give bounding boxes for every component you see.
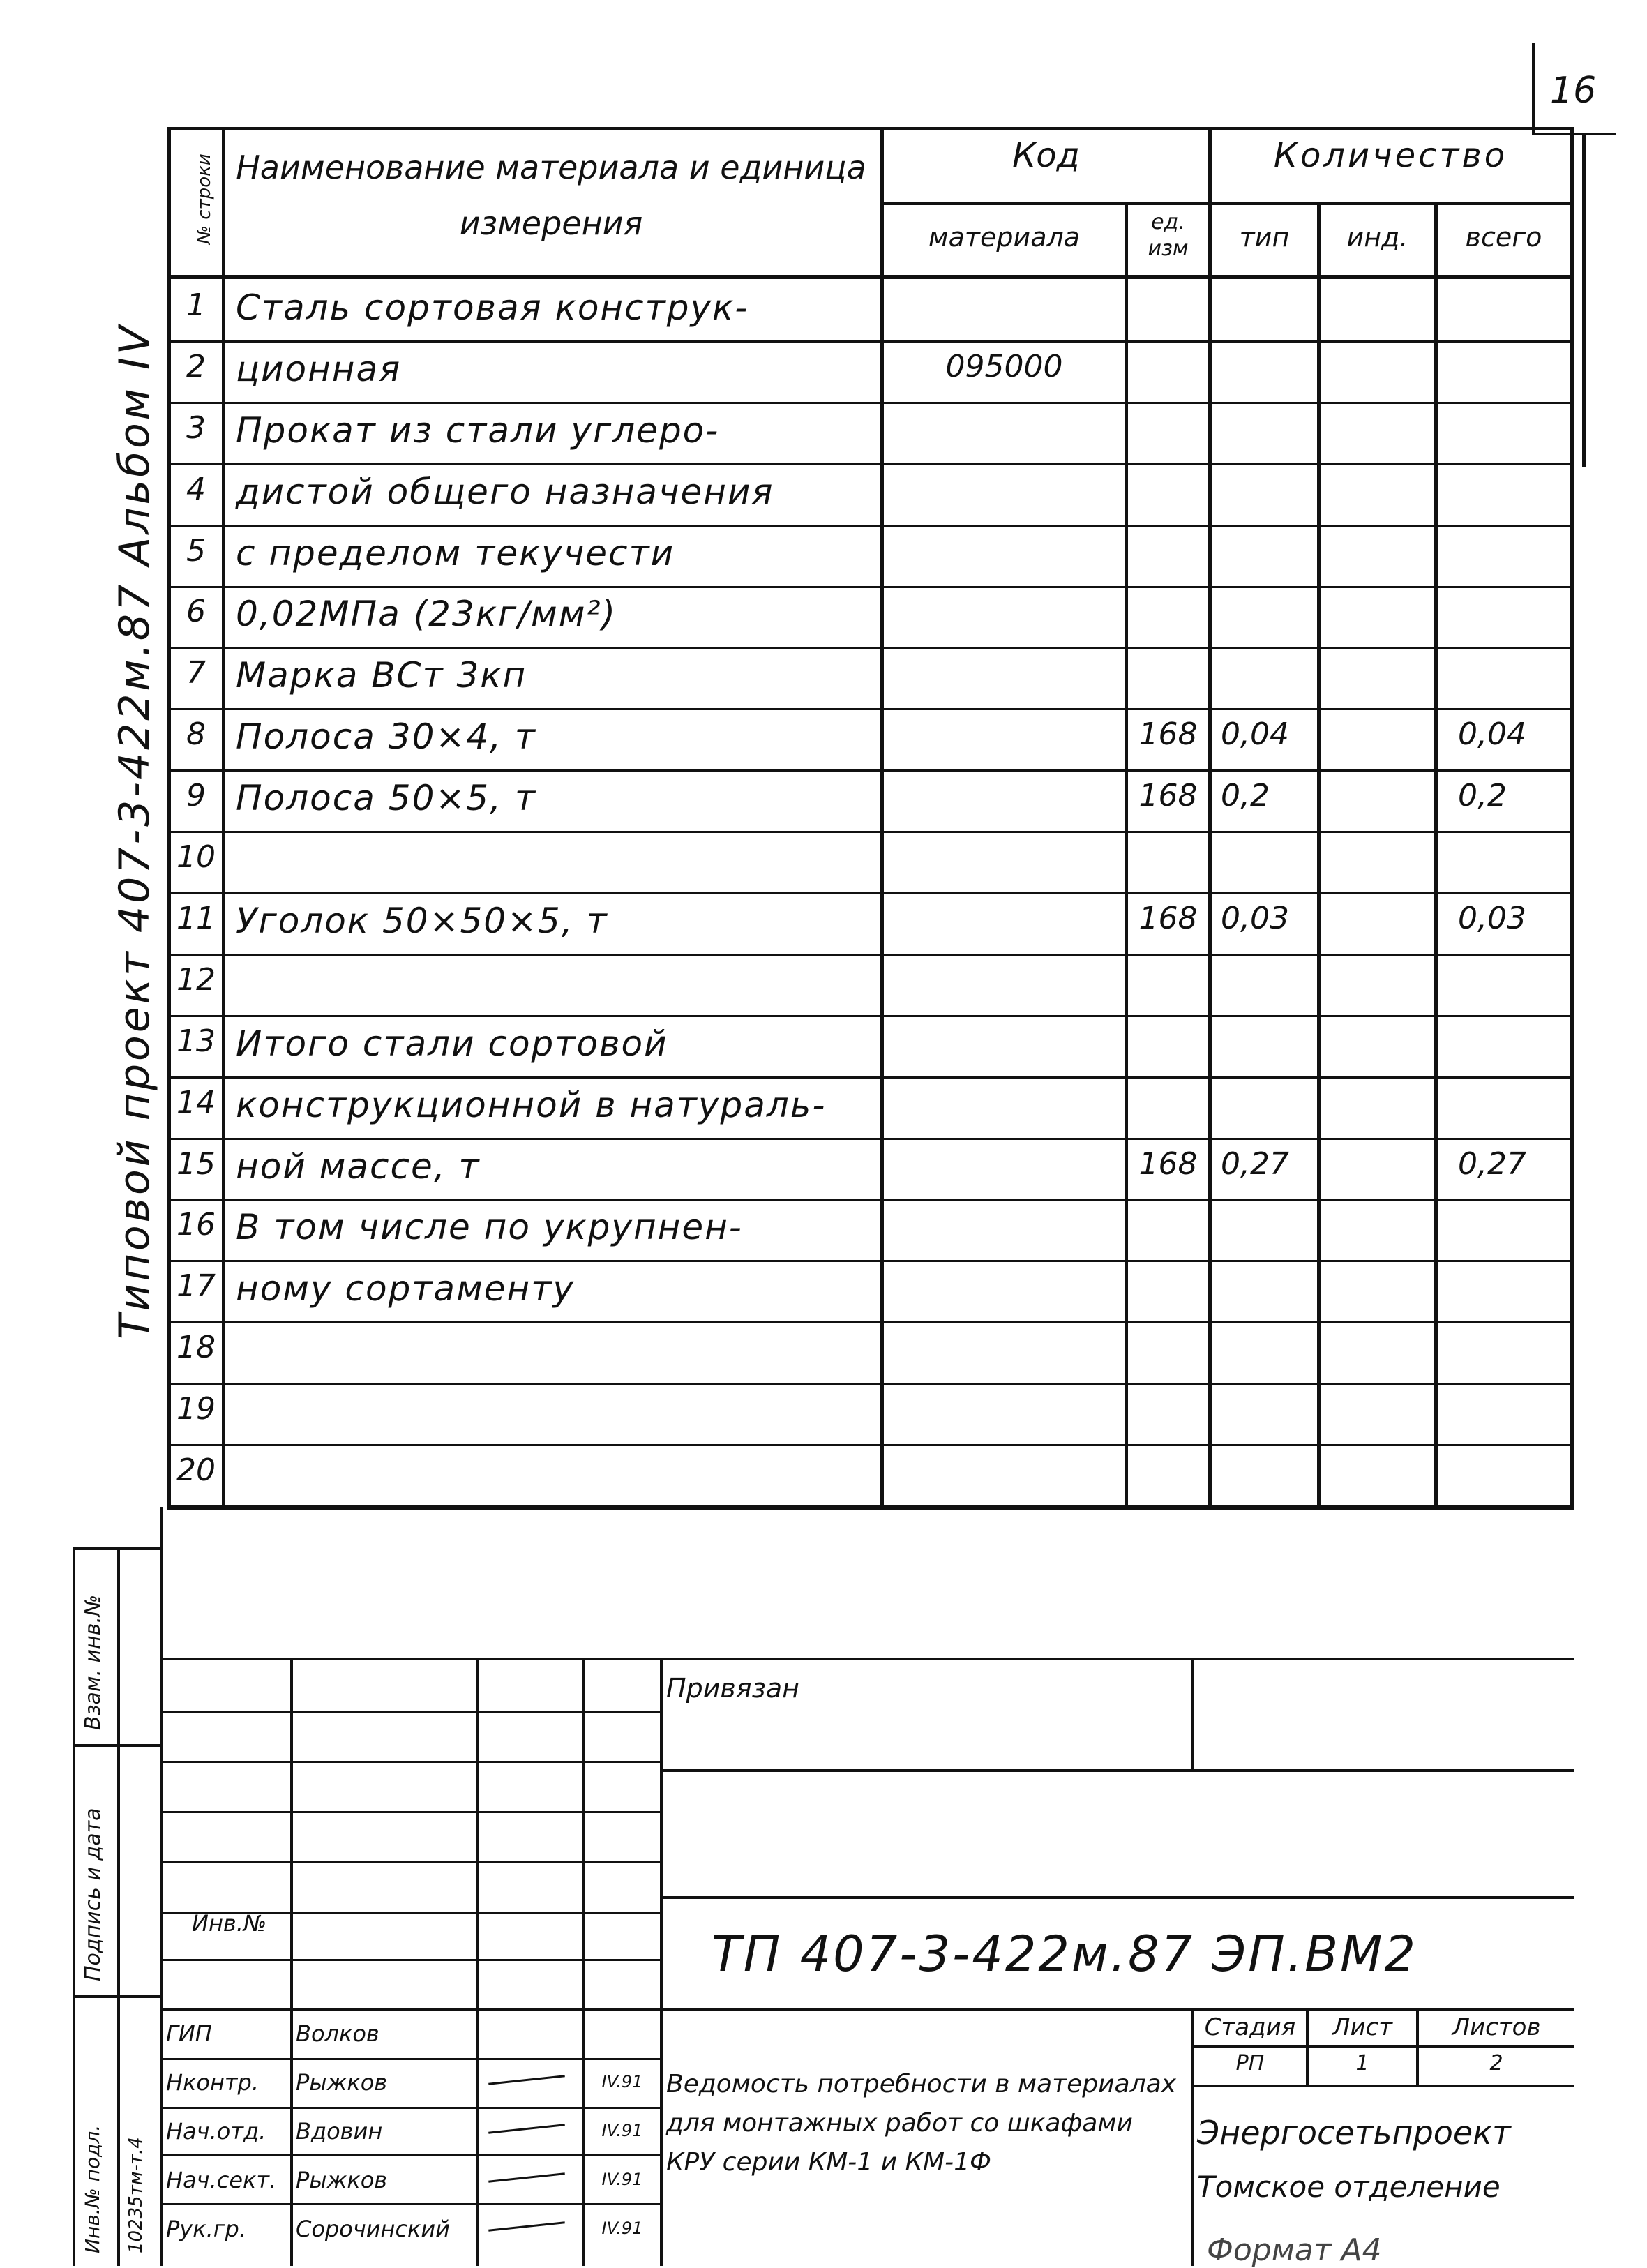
- row-qty-total: 0,04: [1458, 716, 1526, 752]
- inv-no-label: Инв.№: [192, 1910, 267, 1937]
- sheet-number-box-left: [1532, 43, 1535, 134]
- row-line: [167, 340, 1574, 343]
- row-unit: 168: [1138, 778, 1198, 813]
- tb-stage-left: [1191, 2009, 1194, 2266]
- tb-row-line-4: [160, 1861, 663, 1863]
- staff-name: Сорочинский: [296, 2216, 450, 2242]
- tb-col-sign: [582, 1660, 585, 2266]
- row-name: конструкционной в натураль-: [236, 1085, 827, 1125]
- tb-main-line: [160, 2008, 1574, 2011]
- header-name: Наименование материала и единица измерения: [236, 149, 866, 242]
- header-bottom-line: [167, 275, 1574, 279]
- col-divider-type: [1317, 204, 1321, 1508]
- row-name: ной массе, т: [236, 1146, 481, 1187]
- document-code: ТП 407-3-422м.87 ЭП.ВМ2: [712, 1925, 1418, 1983]
- tb-staff-line-2: [160, 2107, 663, 2109]
- row-name: В том числе по укрупнен-: [236, 1207, 743, 1247]
- header-qty-type: тип: [1239, 222, 1290, 253]
- organization-branch: Томское отделение: [1197, 2170, 1501, 2204]
- row-number: 4: [186, 472, 206, 507]
- tb-row-line-3: [160, 1811, 663, 1813]
- row-line: [167, 402, 1574, 404]
- table-bottom-border: [167, 1505, 1574, 1510]
- col-divider-number: [222, 127, 225, 1508]
- row-number: 12: [176, 962, 216, 998]
- row-line: [167, 769, 1574, 772]
- row-name: ционная: [236, 349, 402, 389]
- signature-mark: [488, 2221, 565, 2231]
- tb-col-date: [660, 1660, 663, 2266]
- staff-name: Волков: [296, 2020, 379, 2047]
- row-name: дистой общего назначения: [236, 472, 774, 512]
- tb-staff-line-1: [160, 2058, 663, 2060]
- staff-date: IV.91: [601, 2218, 643, 2238]
- right-edge-line: [1582, 133, 1586, 467]
- row-line: [167, 525, 1574, 527]
- row-name: Марка ВСт 3кп: [236, 655, 527, 696]
- row-line: [167, 1138, 1574, 1140]
- header-code-material: материала: [928, 222, 1081, 253]
- sheet-number-box-bottom: [1532, 133, 1616, 135]
- col-divider-unit: [1208, 127, 1212, 1508]
- header-code-unit: ед. изм: [1148, 210, 1189, 261]
- stamp-strip-top: [73, 1547, 163, 1550]
- row-number: 10: [176, 839, 216, 875]
- row-line: [167, 1260, 1574, 1262]
- table-right-border: [1570, 127, 1574, 1508]
- organization-name: Энергосетьпроект: [1197, 2114, 1511, 2151]
- staff-role: Нконтр.: [166, 2069, 260, 2096]
- row-name: с пределом текучести: [236, 533, 675, 573]
- sheet-number: 16: [1550, 70, 1597, 112]
- row-line: [167, 1076, 1574, 1079]
- row-number: 2: [186, 349, 206, 384]
- stamp-strip-left: [73, 1547, 75, 2266]
- col-divider-ind: [1434, 204, 1438, 1508]
- row-number: 8: [186, 716, 206, 752]
- row-number: 14: [176, 1085, 216, 1120]
- stamp-inv-podl-value: 10235тм-т.4: [126, 2137, 146, 2253]
- tb-code-top: [660, 1896, 1574, 1899]
- row-line: [167, 647, 1574, 649]
- signature-mark: [488, 2172, 565, 2182]
- sheets-label: Листов: [1452, 2013, 1541, 2041]
- row-qty-total: 0,27: [1458, 1146, 1526, 1182]
- tb-privyazan-right: [1191, 1660, 1194, 1772]
- row-line: [167, 1321, 1574, 1323]
- stamp-strip-mid: [117, 1547, 120, 2266]
- row-number: 7: [186, 655, 206, 691]
- sheets-value: 2: [1489, 2051, 1503, 2075]
- staff-role: Нач.отд.: [166, 2118, 266, 2145]
- staff-role: Нач.сект.: [166, 2167, 277, 2193]
- row-name: ному сортаменту: [236, 1268, 575, 1309]
- tb-staff-line-3: [160, 2154, 663, 2156]
- tb-stage-line: [1191, 2045, 1574, 2048]
- tb-row-line-1: [160, 1711, 663, 1713]
- row-line: [167, 463, 1574, 465]
- stage-value: РП: [1235, 2051, 1265, 2075]
- row-number: 9: [186, 778, 206, 813]
- stamp-inv-podl: Инв.№ подл.: [81, 2124, 104, 2253]
- row-number: 6: [186, 594, 206, 629]
- row-name: Итого стали сортовой: [236, 1023, 668, 1064]
- tb-col-role: [290, 1660, 293, 2266]
- row-code: 095000: [945, 349, 1063, 384]
- stage-label: Стадия: [1204, 2013, 1296, 2041]
- row-number: 13: [176, 1023, 216, 1059]
- tb-row-line-6: [160, 1959, 663, 1961]
- tb-stage-bottom: [1191, 2085, 1574, 2087]
- staff-date: IV.91: [601, 2072, 643, 2091]
- approval-area-bottom: [160, 1658, 1574, 1660]
- stamp-podpis: Подпись и дата: [81, 1808, 105, 1981]
- row-name: Прокат из стали углеро-: [236, 410, 720, 451]
- row-number: 3: [186, 410, 206, 446]
- document-title: Ведомость потребности в материалах для монтажных работ со шкафами КРУ серии КМ-1 и КМ-1Ф: [666, 2070, 1176, 2177]
- row-qty-type: 0,2: [1221, 778, 1270, 813]
- sheet-value: 1: [1355, 2051, 1369, 2075]
- table-top-border: [167, 127, 1574, 130]
- format-label: Формат А4: [1207, 2232, 1382, 2268]
- stamp-vzam: Взам. инв.№: [81, 1594, 105, 1730]
- header-code-group: Код: [1012, 136, 1080, 175]
- row-name: Полоса 30×4, т: [236, 716, 537, 757]
- staff-name: Рыжков: [296, 2167, 388, 2193]
- row-line: [167, 1015, 1574, 1017]
- row-number: 15: [176, 1146, 216, 1182]
- row-number: 16: [176, 1207, 216, 1242]
- side-label-project: Типовой проект 407-3-422м.87 Альбом IV: [110, 323, 159, 1339]
- stamp-strip-right: [160, 1507, 163, 2266]
- row-line: [167, 892, 1574, 894]
- staff-date: IV.91: [601, 2170, 643, 2189]
- stamp-div-2: [73, 1995, 163, 1998]
- row-name: 0,02МПа (23кг/мм²): [236, 594, 617, 634]
- header-qty-group: Количество: [1273, 136, 1508, 175]
- row-number: 19: [176, 1391, 216, 1427]
- staff-name: Вдовин: [296, 2118, 383, 2145]
- row-unit: 168: [1138, 1146, 1198, 1182]
- row-qty-total: 0,2: [1458, 778, 1507, 813]
- row-line: [167, 586, 1574, 588]
- row-number: 5: [186, 533, 206, 569]
- row-number: 17: [176, 1268, 216, 1304]
- staff-date: IV.91: [601, 2121, 643, 2140]
- row-line: [167, 954, 1574, 956]
- row-number: 11: [176, 901, 216, 936]
- row-line: [167, 708, 1574, 710]
- row-name: Сталь сортовая конструк-: [236, 287, 749, 328]
- staff-role: ГИП: [166, 2020, 212, 2047]
- privyazan-label: Привязан: [666, 1673, 799, 1704]
- col-divider-code: [1125, 204, 1128, 1508]
- stamp-div-1: [73, 1744, 163, 1747]
- tb-staff-line-4: [160, 2203, 663, 2205]
- row-unit: 168: [1138, 716, 1198, 752]
- row-qty-type: 0,03: [1221, 901, 1289, 936]
- row-qty-total: 0,03: [1458, 901, 1526, 936]
- row-number: 20: [176, 1452, 216, 1488]
- header-sub-line: [880, 202, 1574, 205]
- row-name: Полоса 50×5, т: [236, 778, 537, 818]
- table-left-border: [167, 127, 171, 1508]
- row-line: [167, 1199, 1574, 1201]
- row-line: [167, 1383, 1574, 1385]
- row-line: [167, 831, 1574, 833]
- header-qty-total: всего: [1465, 222, 1542, 253]
- row-qty-type: 0,04: [1221, 716, 1289, 752]
- signature-mark: [488, 2075, 565, 2085]
- tb-col-name: [476, 1660, 479, 2266]
- staff-role: Рук.гр.: [166, 2216, 247, 2242]
- row-qty-type: 0,27: [1221, 1146, 1289, 1182]
- row-line: [167, 1444, 1574, 1446]
- staff-name: Рыжков: [296, 2069, 388, 2096]
- tb-privyazan-bottom: [660, 1769, 1574, 1772]
- signature-mark: [488, 2124, 565, 2133]
- row-number: 18: [176, 1330, 216, 1365]
- sheet-label: Лист: [1332, 2013, 1393, 2041]
- row-number: 1: [186, 287, 206, 323]
- row-unit: 168: [1138, 901, 1198, 936]
- header-qty-ind: инд.: [1346, 222, 1408, 253]
- row-name: Уголок 50×50×5, т: [236, 901, 608, 941]
- tb-row-line-2: [160, 1761, 663, 1763]
- header-row-number: № строки: [194, 153, 215, 244]
- col-divider-name: [880, 127, 884, 1508]
